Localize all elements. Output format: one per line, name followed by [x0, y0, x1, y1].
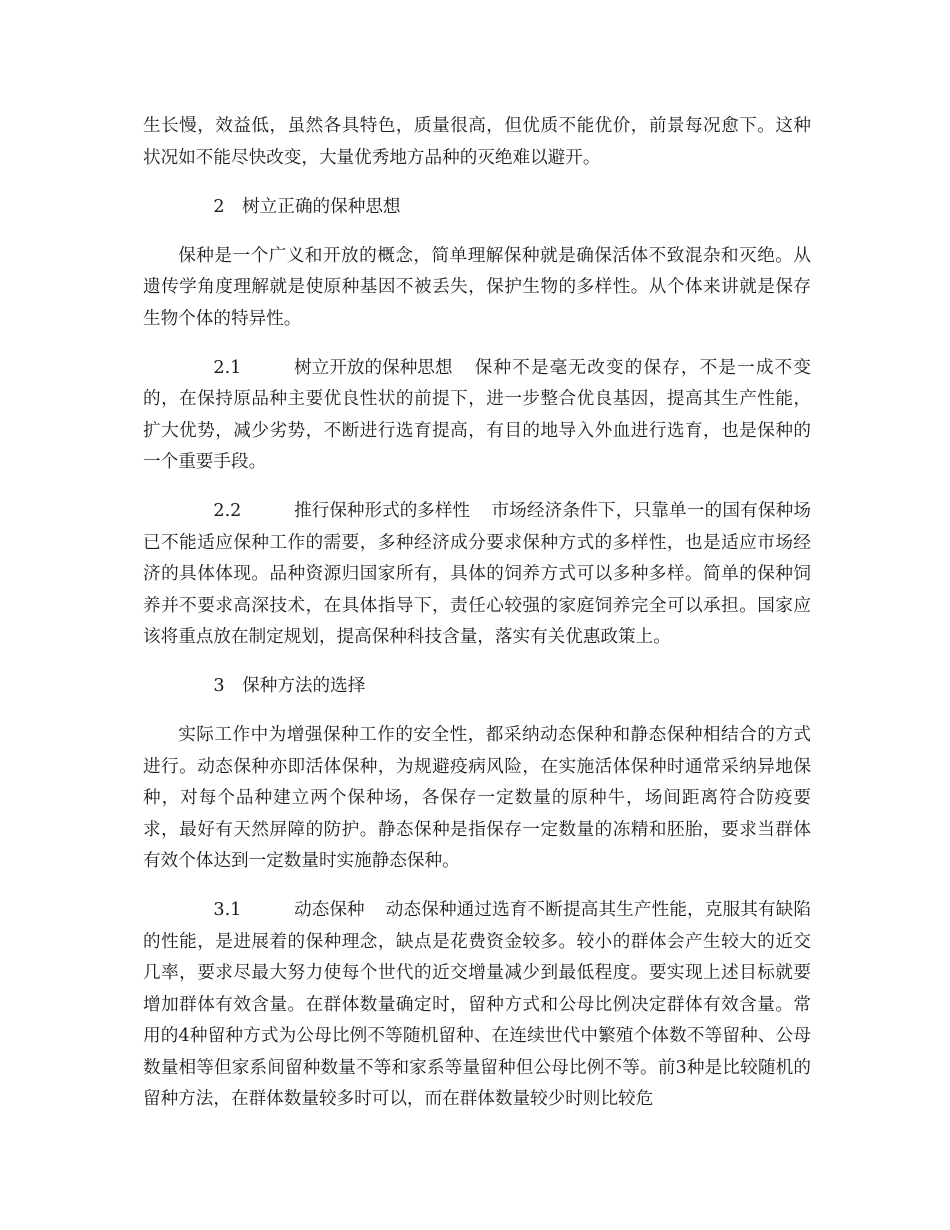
section-number: 3	[213, 676, 225, 696]
subsection-title: 推行保种形式的多样性	[294, 501, 471, 521]
section-heading-2	[143, 192, 811, 224]
subsection-number: 3.1	[213, 900, 242, 920]
paragraph-text: 实际工作中为增强保种工作的安全性，都采纳动态保种和静态保种相结合的方式进行。动态保种亦即活体保种，为规避疫病风险，在实施活体保种时通常采纳异地保种，对每个品种建立两个保种场，各保存一定数量的原种牛，场间距离符合防疫要求，最好有天然屏障的防护。静态保种是指保存一定数量的冻精和胚胎，要求当群体有效个体达到一定数量时实施静态保种。	[143, 725, 811, 871]
section-heading-3	[143, 671, 811, 703]
paragraph-text: 市场经济条件下，只靠单一的国有保种场已不能适应保种工作的需要，多种经济成分要求保种方式的多样性，也是适应市场经济的具体体现。品种资源归国家所有，具体的饲养方式可以多种多样。简单的保种饲养并不要求高深技术，在具体指导下，责任心较强的家庭饲养完全可以承担。国家应该将重点放在制定规划，提高保种科技含量，落实有关优惠政策上。	[143, 501, 811, 647]
section-title: 保种方法的选择	[242, 676, 366, 696]
paragraph-text: 保种是一个广义和开放的概念，简单理解保种就是确保活体不致混杂和灭绝。从遗传学角度理解就是使原种基因不被丢失，保护生物的多样性。从个体来讲就是保存生物个体的特异性。	[143, 245, 811, 329]
section-number: 2	[213, 196, 225, 217]
subsection-2-1	[143, 353, 811, 479]
section-title: 树立正确的保种思想	[242, 196, 401, 217]
paragraph-continuation	[143, 111, 811, 174]
paragraph-text: 动态保种通过选育不断提高其生产性能，克服其有缺陷的性能，是进展着的保种理念，缺点是花费资金较多。较小的群体会产生较大的近交几率，要求尽最大努力使每个世代的近交增量减少到最低程度。要实现上述目标就要增加群体有效含量。在群体数量确定时，留种方式和公母比例决定群体有效含量。常用的4种留种方式为公母比例不等随机留种、在连续世代中繁殖个体数不等留种、公母数量相等但家系间留种数量不等和家系等量留种但公母比例不等。前3种是比较随机的留种方法，在群体数量较多时可以，而在群体数量较少时则比较危	[143, 900, 811, 1109]
paragraph-body	[143, 241, 811, 336]
subsection-title: 动态保种	[294, 900, 365, 920]
paragraph-text: 生长慢，效益低，虽然各具特色，质量很高，但优质不能优价，前景每况愈下。这种状况如不能尽快改变，大量优秀地方品种的灭绝难以避开。	[143, 116, 811, 168]
paragraph-body	[143, 720, 811, 878]
subsection-number: 2.1	[213, 357, 242, 378]
paragraph-text: 保种不是毫无改变的保存，不是一成不变的，在保持原品种主要优良性状的前提下，进一步整合优良基因，提高其生产性能，扩大优势，减少劣势，不断进行选育提高，有目的地导入外血进行选育，也是保种的一个重要手段。	[143, 357, 811, 472]
subsection-2-2	[143, 496, 811, 654]
subsection-3-1	[143, 895, 811, 1116]
document-body	[143, 111, 811, 1133]
subsection-title: 树立开放的保种思想	[294, 357, 453, 378]
subsection-number: 2.2	[213, 501, 242, 521]
